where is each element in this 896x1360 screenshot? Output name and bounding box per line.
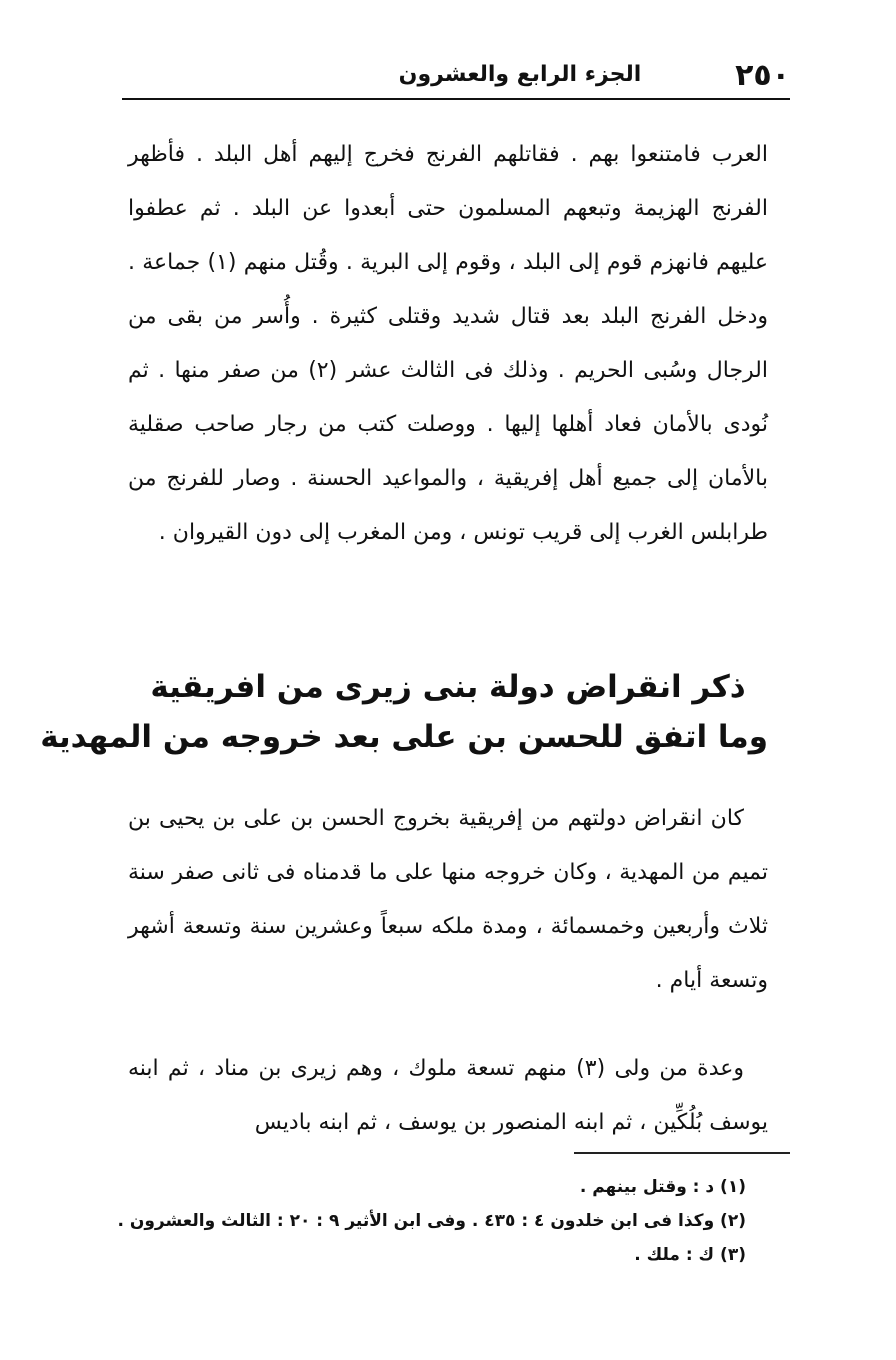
running-head: الجزء الرابع والعشرون [398, 62, 642, 87]
page-header [122, 52, 790, 100]
paragraph-continuation: العرب فامتنعوا بهم . فقاتلهم الفرنج فخرج إليهم أهل البلد . فأظهر الفرنج الهزيمة وتبعهم المسلمون حتى أبعدوا عن البلد . ثم عطفوا عليهم فانهزم قوم إلى البلد ، وقوم إلى البرية . وقُتل منهم (١) جماعة . ودخل الفرنج البلد بعد قتال شديد وقتلى كثيرة . وأُسر من بقى من الرجال وسُبى الحريم . وذلك فى الثالث عشر (٢) من صفر منها . ثم نُودى بالأمان فعاد أهلها إليها . ووصلت كتب من رجار صاحب صقلية بالأمان إلى جميع أهل إفريقية ، والمواعيد الحسنة . وصار للفرنج من طرابلس الغرب إلى قريب تونس ، ومن المغرب إلى دون القيروان . [128, 142, 768, 545]
section-heading [40, 662, 768, 762]
footnote-3: (٣) ك : ملك . [634, 1245, 746, 1265]
paragraph-rulers: وعدة من ولى (٣) منهم تسعة ملوك ، وهم زيرى بن مناد ، ثم ابنه يوسف بُلُكِّين ، ثم ابنه المنصور بن يوسف ، ثم ابنه باديس [128, 1056, 768, 1135]
header-rule [122, 98, 790, 100]
section-heading-line-2: وما اتفق للحسن بن على بعد خروجه من المهدية [40, 719, 768, 755]
footnotes [117, 1170, 746, 1272]
footnote-1: (١) د : وقتل بينهم . [579, 1177, 746, 1197]
footnote-rule [574, 1152, 790, 1154]
section-heading-line-1: ذكر انقراض دولة بنى زيرى من افريقية [150, 669, 746, 705]
page-number: ٢٥٠ [735, 58, 790, 93]
footnote-2: (٢) وكذا فى ابن خلدون ٤ : ٤٣٥ . وفى ابن الأثير ٩ : ٢٠ : الثالث والعشرون . [117, 1211, 746, 1231]
paragraph-section-intro: كان انقراض دولتهم من إفريقية بخروج الحسن بن على بن يحيى بن تميم من المهدية ، وكان خروجه منها على ما قدمناه فى ثانى صفر سنة ثلاث وأربعين وخمسمائة ، ومدة ملكه سبعاً وعشرين سنة وتسعة أشهر وتسعة أيام . [128, 806, 768, 993]
